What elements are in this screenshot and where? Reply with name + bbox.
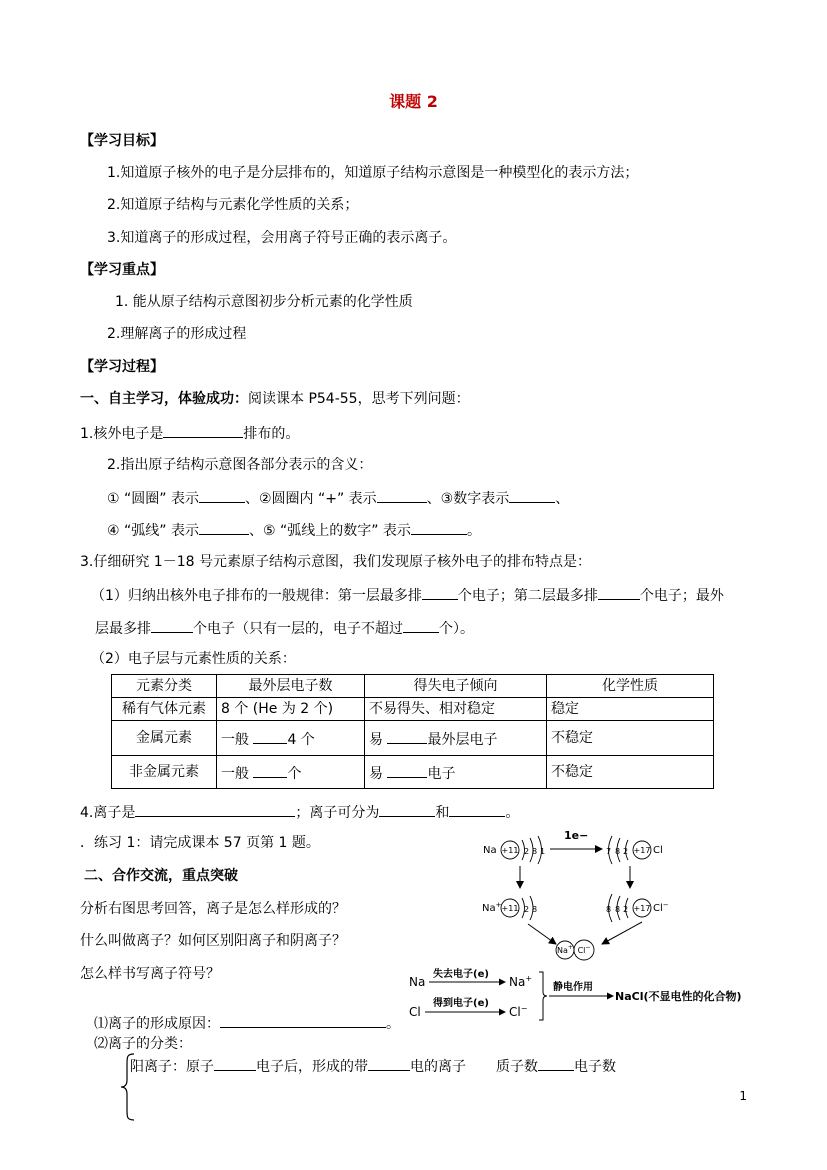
table-row: [112, 698, 714, 721]
table-cell: 金属元素: [112, 721, 217, 756]
shell-count: 2: [524, 847, 530, 856]
q3-text: 个电子；最外: [639, 588, 724, 604]
shell-count: 8: [615, 847, 621, 856]
q4-text: 和: [435, 805, 450, 821]
q2-text: 、③数字表示: [426, 491, 510, 507]
cation-line: [130, 1055, 616, 1077]
cl-ion-symbol: [653, 901, 669, 914]
q3-text: 层最多排: [95, 621, 151, 637]
shell-count: 7: [606, 847, 612, 856]
q2-text: ① “圆圈” 表示: [107, 491, 199, 507]
cell-text: 最外层电子: [427, 731, 498, 748]
practice-text: ．练习 1：请完成课本 57 页第 1 题。: [80, 835, 320, 851]
q2-text: 、②圆圈内 “+” 表示: [244, 491, 377, 507]
key-item: 1. 能从原子结构示意图初步分析元素的化学性质: [115, 294, 413, 310]
answer-blank[interactable]: [411, 519, 467, 535]
q3-text: 个电子（只有一层的，电子不超过: [193, 621, 403, 637]
answer-blank[interactable]: [199, 519, 249, 535]
answer-blank[interactable]: [220, 1012, 386, 1028]
answer-blank[interactable]: [422, 584, 458, 600]
answer-blank[interactable]: [199, 487, 245, 503]
na-ion-nucleus-charge: +11: [501, 904, 519, 913]
answer-blank[interactable]: [403, 617, 439, 633]
reaction-na-ion: [509, 974, 532, 989]
part1-instruction: 阅读课本 P54-55，思考下列问题：: [248, 391, 470, 407]
shell-count: 2: [623, 847, 629, 856]
q4-text: 4.离子是: [80, 805, 136, 821]
q2-text: ④ “弧线” 表示: [107, 523, 199, 539]
shell-count: 2: [623, 905, 629, 914]
na-nucleus-charge: +11: [501, 846, 519, 855]
q1-line: [80, 422, 299, 444]
cell-text: 4 个: [287, 731, 315, 748]
answer-blank[interactable]: [509, 487, 555, 503]
na-ion-charge: +: [525, 974, 533, 983]
reaction-cl: Cl: [409, 1005, 421, 1019]
answer-blank[interactable]: [163, 422, 243, 438]
q3-2-text: （2）电子层与元素性质的关系：: [91, 651, 296, 667]
shell-count: 8: [615, 905, 621, 914]
goals-heading: 【学习目标】: [80, 133, 164, 149]
q3-text: 个电子；第二层最多排: [457, 588, 598, 604]
lose-electron-label: 失去电子(e): [433, 969, 489, 980]
goal-item: 1.知道原子核外的电子是分层排布的，知道原子结构示意图是一种模型化的表示方法；: [107, 165, 639, 181]
q2-text: 、: [555, 491, 570, 507]
answer-blank[interactable]: [214, 1055, 256, 1071]
cell-text: 一般: [221, 765, 249, 782]
q2-line2: [107, 519, 481, 541]
pair-cl-charge: −: [585, 944, 591, 951]
na-symbol: Na: [483, 845, 497, 856]
q4-line: [80, 801, 519, 823]
goal-item: 2.知道原子结构与元素化学性质的关系；: [107, 197, 359, 213]
answer-blank[interactable]: [253, 728, 287, 744]
part1-line: [80, 389, 470, 409]
table-cell: 不稳定: [547, 756, 714, 789]
q3-text: 3.仔细研究 1－18 号元素原子结构示意图，我们发现原子核外电子的排布特点是：: [80, 554, 591, 570]
table-cell: [217, 721, 365, 756]
table-row: [112, 756, 714, 789]
classification-text: ⑵离子的分类：: [94, 1036, 192, 1052]
na-ion-charge: +: [495, 901, 502, 909]
part2-question: 什么叫做离子？如何区别阳离子和阴离子？: [80, 933, 346, 949]
answer-blank[interactable]: [253, 762, 287, 778]
shell-count: 8: [532, 847, 538, 856]
gain-electron-label: 得到电子(e): [433, 998, 489, 1009]
electrostatic-label: 静电作用: [553, 982, 593, 993]
table-header: 最外层电子数: [217, 675, 365, 698]
electron-transfer-label: 1e−: [564, 829, 589, 842]
table-cell: [365, 756, 547, 789]
q2-line1: [107, 487, 569, 509]
cl-ion-text: Cl: [653, 903, 663, 914]
table-row: [112, 721, 714, 756]
cell-text: 电子: [427, 765, 456, 782]
goal-item: 3.知道离子的形成过程，会用离子符号正确的表示离子。: [107, 230, 457, 246]
table-cell: 非金属元素: [112, 756, 217, 789]
cation-text: 电的离子: [410, 1059, 466, 1075]
key-item: 2.理解离子的形成过程: [107, 326, 247, 342]
element-property-table: [111, 674, 714, 789]
table-cell: 稳定: [547, 698, 714, 721]
reaction-na: Na: [409, 975, 426, 989]
shell-count: 1: [540, 847, 546, 856]
cell-text: 一般: [221, 731, 249, 748]
page-title: 课题 2: [389, 92, 438, 111]
cation-text: 电子后，形成的带: [256, 1059, 368, 1075]
cl-ion-text: Cl: [509, 1005, 521, 1019]
q3-1-line: [91, 584, 724, 606]
cation-text: 阳离子：原子: [130, 1059, 214, 1075]
q3-text: 个）。: [439, 621, 474, 637]
answer-blank[interactable]: [377, 487, 427, 503]
q3-text: （1）归纳出核外电子排布的一般规律：第一层最多排: [91, 588, 422, 604]
cell-text: 易: [369, 765, 383, 782]
answer-blank[interactable]: [368, 1055, 410, 1071]
process-heading: 【学习过程】: [80, 359, 164, 375]
table-cell: 不易得失、相对稳定: [365, 698, 547, 721]
cl-symbol: Cl: [653, 845, 663, 856]
cl-nucleus-charge: +17: [633, 846, 651, 855]
q4-text: 。: [505, 805, 520, 821]
q4-text: ；离子可分为: [295, 805, 380, 821]
table-cell: [365, 721, 547, 756]
q2-text: 。: [466, 523, 481, 539]
answer-blank[interactable]: [151, 617, 193, 633]
cation-text: 电子数: [574, 1059, 616, 1075]
part1-heading: 一、自主学习，体验成功：: [80, 391, 248, 407]
pair-cl-label: [578, 944, 591, 955]
table-cell: 8 个 (He 为 2 个): [217, 698, 365, 721]
brace-icon: [539, 972, 547, 1020]
table-header-row: [112, 675, 714, 698]
shell-count: 8: [606, 905, 612, 914]
na-ion-symbol: [482, 901, 502, 914]
shell-count: 8: [532, 905, 538, 914]
formation-text: 。: [386, 1016, 400, 1032]
cl-ion-charge: −: [520, 1004, 528, 1013]
q3-1-cont: [95, 617, 474, 639]
na-ion-text: Na: [509, 975, 526, 989]
answer-blank[interactable]: [387, 728, 427, 744]
ionic-bond-scheme: [405, 966, 785, 1026]
cation-text: 质子数: [496, 1059, 538, 1075]
table-cell: 稀有气体元素: [112, 698, 217, 721]
table-cell: [217, 756, 365, 789]
q1-text: 1.核外电子是: [80, 426, 164, 442]
table-header: 得失电子倾向: [365, 675, 547, 698]
answer-blank[interactable]: [379, 801, 435, 817]
formation-text: ⑴离子的形成原因：: [94, 1016, 220, 1032]
answer-blank[interactable]: [387, 762, 427, 778]
cl-ion-nucleus-charge: +17: [633, 904, 651, 913]
q1-text: 排布的。: [243, 426, 300, 442]
reaction-cl-ion: [509, 1004, 527, 1019]
answer-blank[interactable]: [449, 801, 505, 817]
key-heading: 【学习重点】: [80, 262, 164, 278]
answer-blank[interactable]: [598, 584, 640, 600]
pair-na-text: Na: [557, 946, 568, 955]
q2-text: 、⑤ “弧线上的数字” 表示: [248, 523, 411, 539]
table-header: 化学性质: [547, 675, 714, 698]
pair-na-charge: +: [567, 944, 573, 951]
pair-na-label: [557, 944, 573, 955]
shell-count: 2: [524, 905, 530, 914]
product-label: NaCl(不显电性的化合物): [615, 990, 742, 1003]
formation-reason-line: [94, 1012, 400, 1034]
answer-blank[interactable]: [135, 801, 295, 817]
page-number: 1: [739, 1089, 747, 1103]
ion-formation-diagram: [470, 820, 700, 970]
part2-question: 分析右图思考回答，离子是怎么样形成的？: [80, 901, 346, 917]
cell-text: 个: [287, 765, 302, 782]
table-header: 元素分类: [112, 675, 217, 698]
part2-heading: 二、合作交流，重点突破: [84, 868, 238, 884]
cl-ion-charge: −: [662, 901, 669, 909]
q2-text: 2.指出原子结构示意图各部分表示的含义：: [107, 457, 373, 473]
table-cell: 不稳定: [547, 721, 714, 756]
pair-cl-text: Cl: [577, 946, 586, 955]
part2-question: 怎么样书写离子符号？: [80, 966, 220, 982]
cell-text: 易: [369, 731, 383, 748]
na-ion-text: Na: [482, 903, 496, 914]
answer-blank[interactable]: [538, 1055, 574, 1071]
